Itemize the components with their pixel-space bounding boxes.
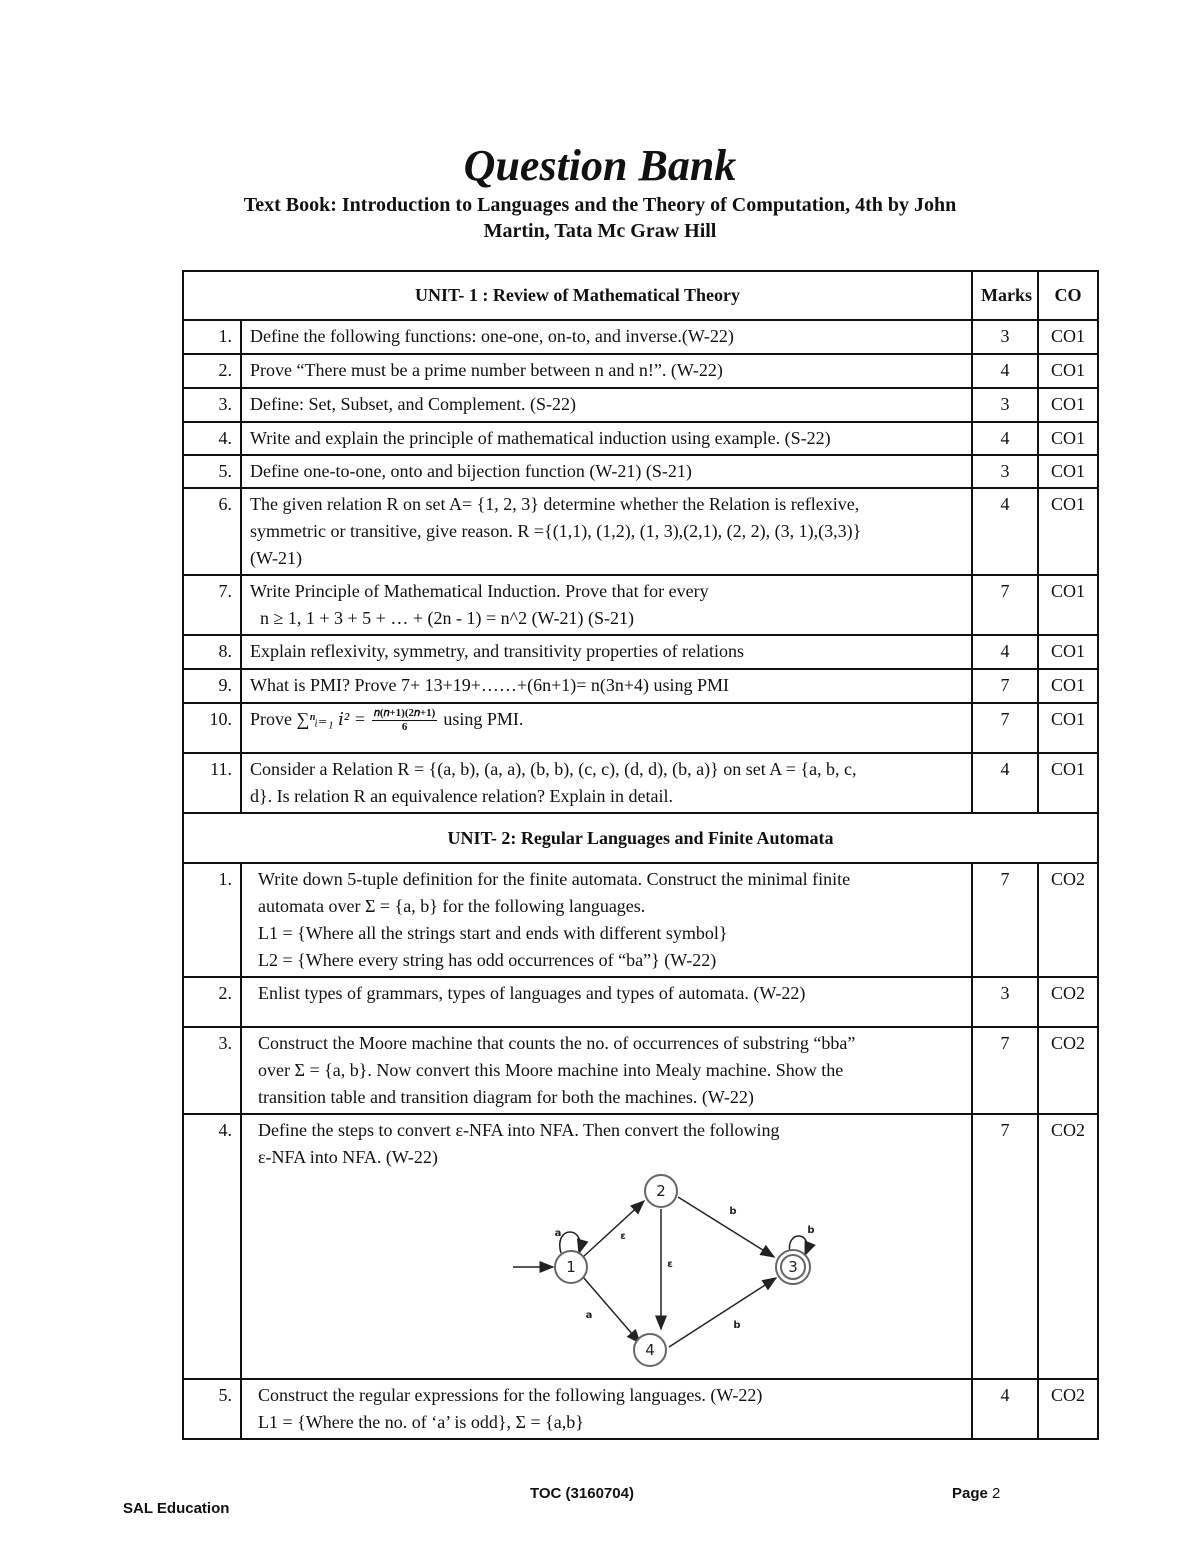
question-number: 8.	[183, 635, 241, 669]
co-value: CO1	[1038, 422, 1098, 455]
page-label: Page	[952, 1485, 988, 1502]
co-value: CO2	[1038, 1114, 1098, 1379]
edge-4-3	[669, 1278, 776, 1347]
page-number	[952, 1485, 1000, 1502]
textbook-line-1: Text Book: Introduction to Languages and the Theory of Computation, 4th by John	[243, 194, 957, 216]
marks-value: 7	[972, 703, 1038, 753]
co-value: CO2	[1038, 863, 1098, 977]
question-row	[183, 575, 1098, 635]
question-line: The given relation R on set A= {1, 2, 3} determine whether the Relation is reflexive,	[250, 494, 860, 514]
question-line: Write Principle of Mathematical Induction. Prove that for every	[250, 581, 709, 601]
co-header: CO	[1038, 271, 1098, 320]
enfa-diagram	[513, 1173, 833, 1368]
co-value: CO1	[1038, 320, 1098, 354]
question-text	[241, 354, 972, 388]
marks-value: 4	[972, 354, 1038, 388]
question-number: 3.	[183, 388, 241, 422]
question-line: n ≥ 1, 1 + 3 + 5 + … + (2n - 1) = n^2 (W-21) (S-21)	[260, 608, 635, 628]
question-row	[183, 977, 1098, 1027]
co-value: CO1	[1038, 703, 1098, 753]
question-row	[183, 388, 1098, 422]
marks-value: 4	[972, 488, 1038, 575]
fraction-numerator: 𝑛(𝑛+1)(2𝑛+1)	[373, 707, 436, 720]
question-row	[183, 320, 1098, 354]
question-row	[183, 1379, 1098, 1439]
question-number: 5.	[183, 1379, 241, 1439]
marks-value: 7	[972, 863, 1038, 977]
edge-2-3	[678, 1197, 774, 1257]
question-line: What is PMI? Prove 7+ 13+19+……+(6n+1)= n(3n+4) using PMI	[250, 675, 730, 695]
question-line: Consider a Relation R = {(a, b), (a, a), (b, b), (c, c), (d, d), (b, a)} on set A = {a, b, c,	[250, 759, 857, 779]
question-row	[183, 863, 1098, 977]
marks-value: 4	[972, 635, 1038, 669]
state-4-label: 4	[645, 1341, 655, 1359]
question-number: 2.	[183, 354, 241, 388]
question-row	[183, 1114, 1098, 1379]
marks-value: 3	[972, 455, 1038, 488]
question-row	[183, 703, 1098, 753]
state-1-label: 1	[566, 1258, 576, 1276]
question-line: (W-21)	[250, 548, 302, 568]
question-row	[183, 635, 1098, 669]
question-number: 2.	[183, 977, 241, 1027]
question-line: Prove “There must be a prime number between n and n!”. (W-22)	[250, 360, 723, 380]
question-number: 5.	[183, 455, 241, 488]
question-line: Write and explain the principle of mathematical induction using example. (S-22)	[250, 428, 831, 448]
question-text	[241, 388, 972, 422]
unit-header-row	[183, 271, 1098, 320]
co-value: CO2	[1038, 1027, 1098, 1114]
question-text	[241, 703, 972, 753]
textbook-line-2: Martin, Tata Mc Graw Hill	[483, 220, 717, 242]
question-number: 11.	[183, 753, 241, 813]
marks-value: 3	[972, 320, 1038, 354]
state-3-label: 3	[788, 1258, 798, 1276]
co-value: CO2	[1038, 977, 1098, 1027]
question-row	[183, 669, 1098, 703]
co-value: CO1	[1038, 455, 1098, 488]
question-number: 1.	[183, 863, 241, 977]
co-value: CO1	[1038, 669, 1098, 703]
question-line: Define the following functions: one-one, on-to, and inverse.(W-22)	[250, 326, 734, 346]
question-text	[241, 753, 972, 813]
fraction	[372, 707, 437, 734]
co-value: CO1	[1038, 635, 1098, 669]
question-line: over Σ = {a, b}. Now convert this Moore machine into Mealy machine. Show the	[258, 1060, 844, 1080]
question-line: L1 = {Where all the strings start and ends with different symbol}	[258, 923, 728, 943]
question-line: Define: Set, Subset, and Complement. (S-22)	[250, 394, 576, 414]
loop-1	[560, 1232, 580, 1253]
question-line: transition table and transition diagram for both the machines. (W-22)	[258, 1087, 754, 1107]
course-code: TOC (3160704)	[530, 1485, 634, 1502]
summation-expression: ∑ⁿᵢ₌₁ 𝑖² =	[296, 709, 366, 729]
question-text	[241, 575, 972, 635]
marks-value: 3	[972, 977, 1038, 1027]
co-value: CO1	[1038, 354, 1098, 388]
question-line: Construct the Moore machine that counts the no. of occurrences of substring “bba”	[258, 1033, 856, 1053]
page-number-value: 2	[992, 1485, 1001, 1502]
label-loop-3: b	[807, 1225, 815, 1236]
label-edge-4-3: b	[733, 1320, 741, 1331]
question-text	[241, 1027, 972, 1114]
question-number: 1.	[183, 320, 241, 354]
question-text	[241, 1379, 972, 1439]
label-edge-1-2: ε	[620, 1231, 626, 1242]
question-text	[241, 320, 972, 354]
label-edge-1-4: a	[585, 1310, 593, 1321]
marks-value: 7	[972, 575, 1038, 635]
marks-value: 4	[972, 422, 1038, 455]
question-text	[241, 669, 972, 703]
question-line: Define the steps to convert ε-NFA into NFA. Then convert the following	[258, 1120, 780, 1140]
question-row	[183, 753, 1098, 813]
marks-value: 7	[972, 669, 1038, 703]
question-number: 3.	[183, 1027, 241, 1114]
question-row	[183, 1027, 1098, 1114]
question-prefix: Prove	[250, 709, 292, 729]
co-value: CO1	[1038, 753, 1098, 813]
enfa-diagram-svg	[513, 1173, 833, 1368]
question-line: Enlist types of grammars, types of languages and types of automata. (W-22)	[258, 983, 806, 1003]
co-value: CO1	[1038, 575, 1098, 635]
label-loop-1: a	[554, 1228, 562, 1239]
question-number: 9.	[183, 669, 241, 703]
question-text	[241, 455, 972, 488]
question-line: ε-NFA into NFA. (W-22)	[258, 1147, 438, 1167]
question-text	[241, 488, 972, 575]
textbook-reference	[200, 192, 1000, 244]
co-value: CO1	[1038, 388, 1098, 422]
marks-value: 7	[972, 1027, 1038, 1114]
question-line: Define one-to-one, onto and bijection function (W-21) (S-21)	[250, 461, 692, 481]
question-line: d}. Is relation R an equivalence relation? Explain in detail.	[250, 786, 673, 806]
question-line: automata over Σ = {a, b} for the following languages.	[258, 896, 646, 916]
question-text	[241, 422, 972, 455]
unit-title: UNIT- 1 : Review of Mathematical Theory	[183, 271, 972, 320]
question-number: 7.	[183, 575, 241, 635]
unit-header-row	[183, 813, 1098, 863]
question-line: Explain reflexivity, symmetry, and transitivity properties of relations	[250, 641, 745, 661]
question-row	[183, 488, 1098, 575]
co-value: CO1	[1038, 488, 1098, 575]
organization-name: SAL Education	[123, 1500, 230, 1517]
question-text	[241, 863, 972, 977]
marks-value: 3	[972, 388, 1038, 422]
marks-header: Marks	[972, 271, 1038, 320]
question-table	[182, 270, 1099, 1440]
question-number: 4.	[183, 422, 241, 455]
question-line: Construct the regular expressions for the following languages. (W-22)	[258, 1385, 763, 1405]
question-row	[183, 455, 1098, 488]
co-value: CO2	[1038, 1379, 1098, 1439]
question-number: 4.	[183, 1114, 241, 1379]
question-row	[183, 354, 1098, 388]
question-row	[183, 422, 1098, 455]
label-edge-2-4: ε	[667, 1259, 673, 1270]
page-title: Question Bank	[463, 141, 737, 190]
question-line: L1 = {Where the no. of ‘a’ is odd}, Σ = {a,b}	[258, 1412, 584, 1432]
question-number: 10.	[183, 703, 241, 753]
state-2-label: 2	[656, 1182, 666, 1200]
unit-title: UNIT- 2: Regular Languages and Finite Automata	[183, 813, 1098, 863]
label-edge-2-3: b	[729, 1206, 737, 1217]
question-text	[241, 977, 972, 1027]
marks-value: 4	[972, 1379, 1038, 1439]
question-line: symmetric or transitive, give reason. R ={(1,1), (1,2), (1, 3),(2,1), (2, 2), (3, 1),(3,3)}	[250, 521, 862, 541]
question-line: Write down 5-tuple definition for the finite automata. Construct the minimal finite	[258, 869, 851, 889]
question-text	[241, 1114, 972, 1379]
question-number: 6.	[183, 488, 241, 575]
edge-1-2	[583, 1201, 644, 1257]
question-line: L2 = {Where every string has odd occurrences of “ba”} (W-22)	[258, 950, 717, 970]
fraction-denominator: 6	[401, 721, 408, 734]
question-text	[241, 635, 972, 669]
marks-value: 7	[972, 1114, 1038, 1379]
marks-value: 4	[972, 753, 1038, 813]
question-suffix: using PMI.	[443, 709, 524, 729]
